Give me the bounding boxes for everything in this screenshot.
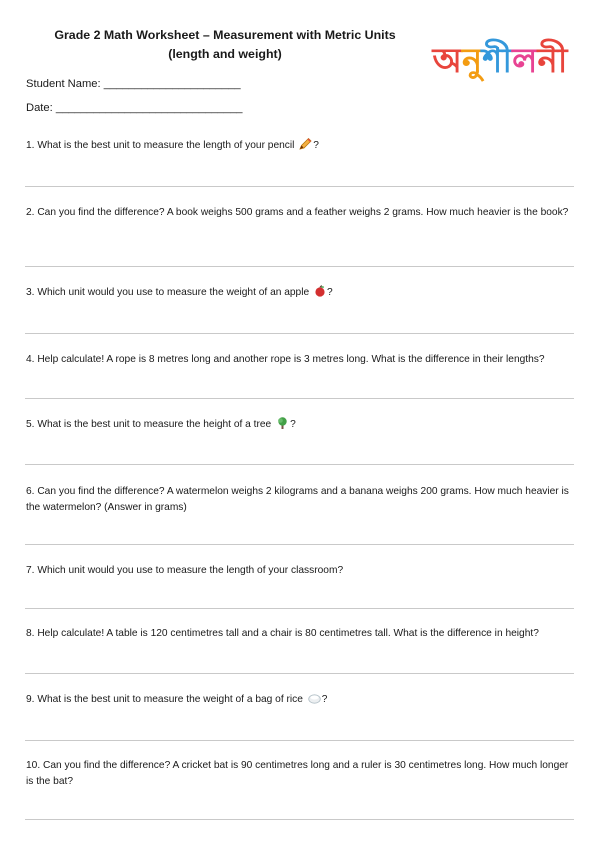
question-4-text: 4. Help calculate! A rope is 8 metres long and another rope is 3 metres long. What is the difference in their lengths?: [26, 354, 545, 365]
question-8: [26, 626, 571, 642]
question-10-text: 10. Can you find the difference? A cricket bat is 90 centimetres long and a ruler is 30 centimetres long. How much longer is the bat?: [26, 760, 569, 787]
answer-line-7[interactable]: [25, 608, 574, 609]
apple-icon: [314, 285, 326, 303]
question-2-text: 2. Can you find the difference? A book weighs 500 grams and a feather weighs 2 grams. How much heavier is the book?: [26, 207, 569, 218]
student-name-field[interactable]: Student Name: ______________________: [26, 78, 241, 90]
question-3: [26, 285, 571, 303]
worksheet-title: [0, 26, 450, 64]
question-4: [26, 352, 571, 368]
rice-icon: [308, 692, 321, 710]
question-1-text: 1. What is the best unit to measure the length of your pencil: [26, 140, 295, 151]
pencil-icon: [299, 138, 312, 156]
question-1: [26, 138, 571, 156]
question-5: [26, 416, 571, 435]
answer-line-9[interactable]: [25, 740, 574, 741]
answer-line-8[interactable]: [25, 673, 574, 674]
question-3-text: 3. Which unit would you use to measure the weight of an apple: [26, 287, 310, 298]
question-9-suffix: ?: [321, 694, 328, 705]
anushiloni-logo: [420, 36, 580, 84]
question-6: [26, 484, 571, 516]
question-9-text: 9. What is the best unit to measure the weight of a bag of rice: [26, 694, 303, 705]
date-field[interactable]: Date: ______________________________: [26, 102, 243, 114]
answer-line-10[interactable]: [25, 819, 574, 820]
answer-line-3[interactable]: [25, 333, 574, 334]
logo-text: অনশলন: [432, 41, 568, 81]
question-7: [26, 563, 571, 579]
question-3-suffix: ?: [327, 287, 333, 298]
question-5-suffix: ?: [290, 419, 296, 430]
question-2: [26, 205, 571, 221]
answer-line-2[interactable]: [25, 266, 574, 267]
answer-line-6[interactable]: [25, 544, 574, 545]
question-6-text: 6. Can you find the difference? A watermelon weighs 2 kilograms and a banana weighs 200 grams. How much heavier is the watermelon? (Answer in grams): [26, 486, 569, 513]
tree-icon: [276, 416, 289, 435]
answer-line-4[interactable]: [25, 398, 574, 399]
logo-graphic: [420, 36, 580, 84]
question-9: [26, 692, 571, 710]
answer-line-5[interactable]: [25, 464, 574, 465]
question-5-text: 5. What is the best unit to measure the height of a tree: [26, 419, 272, 430]
question-1-suffix: ?: [313, 140, 319, 151]
title-line-2: (length and weight): [168, 47, 282, 61]
question-8-text: 8. Help calculate! A table is 120 centimetres tall and a chair is 80 centimetres tall. What is the difference in height?: [26, 628, 539, 639]
answer-line-1[interactable]: [25, 186, 574, 187]
question-7-text: 7. Which unit would you use to measure the length of your classroom?: [26, 565, 344, 576]
question-10: [26, 758, 571, 790]
title-line-1: Grade 2 Math Worksheet – Measurement with Metric Units: [54, 28, 396, 42]
